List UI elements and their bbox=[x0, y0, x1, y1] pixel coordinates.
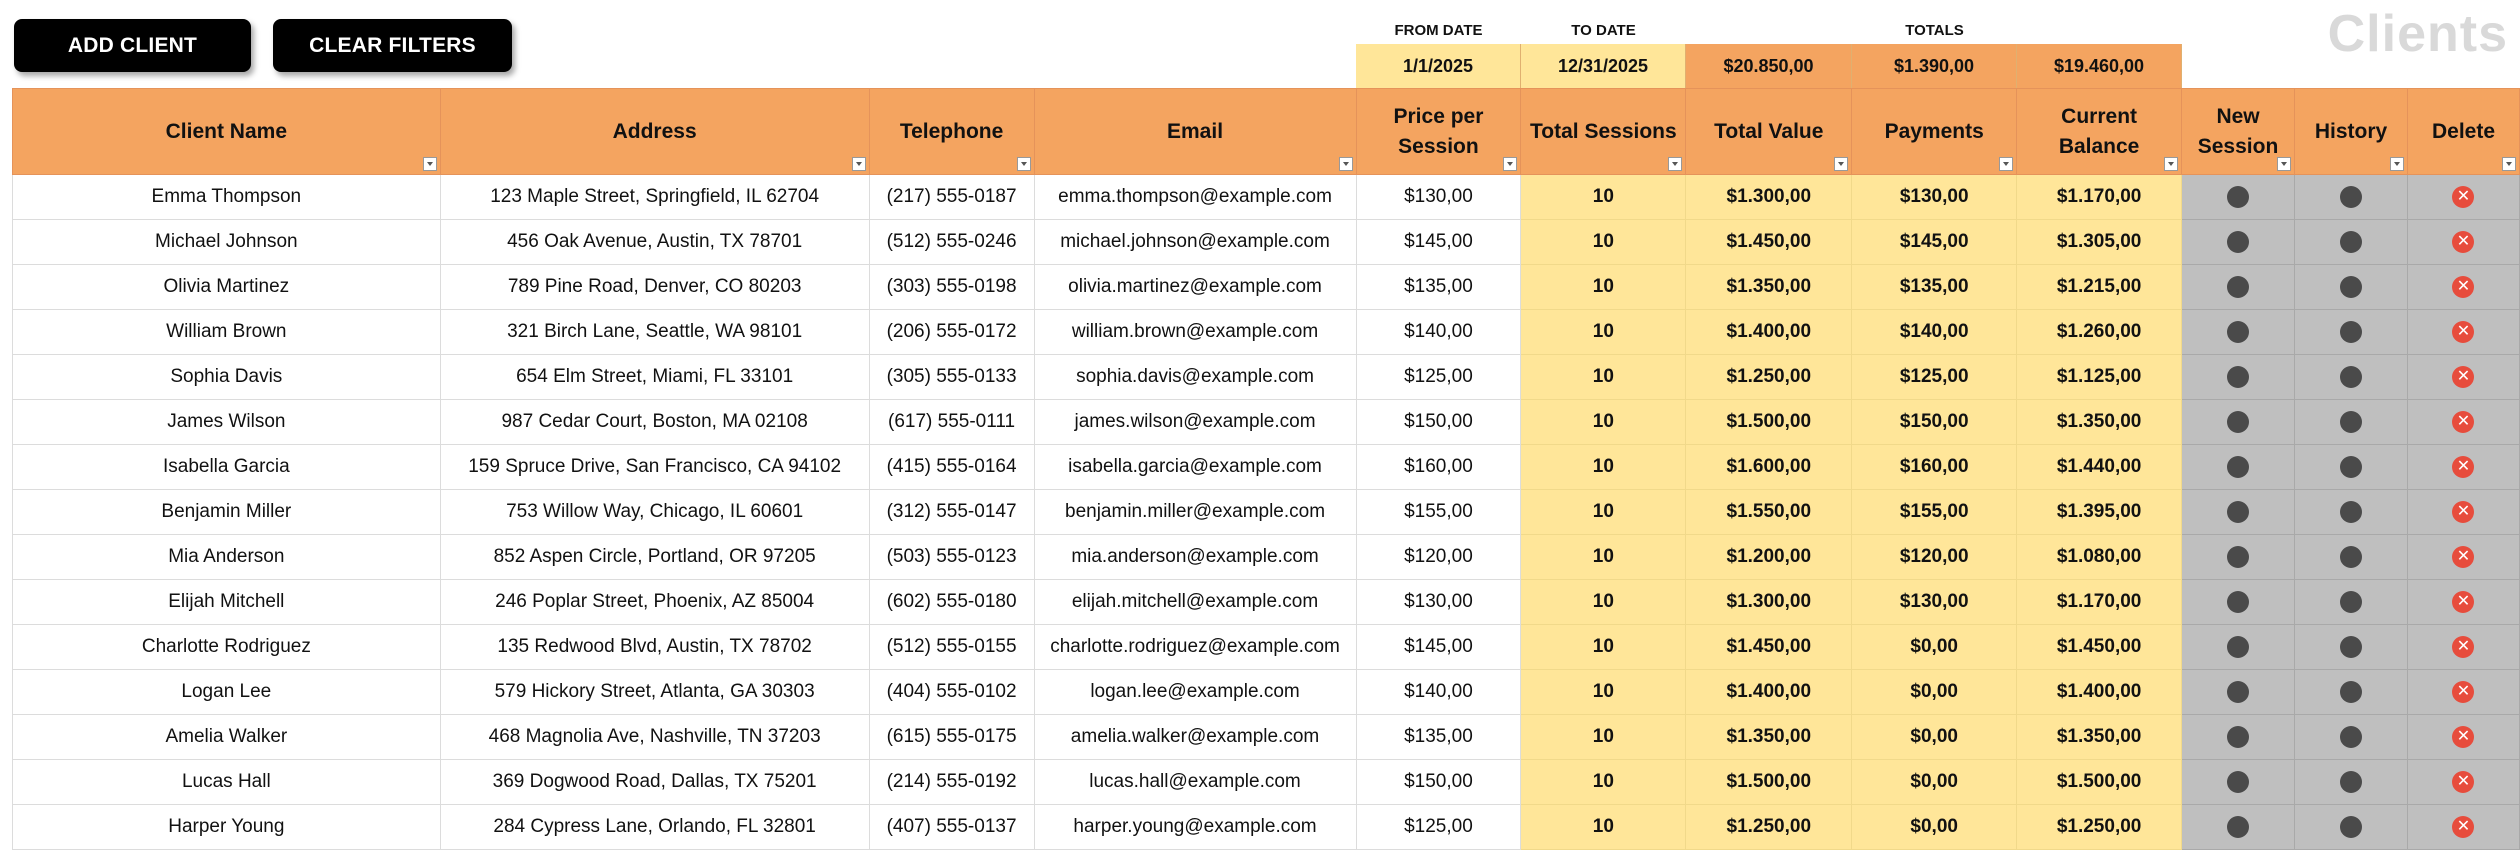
history-button-icon[interactable] bbox=[2340, 366, 2362, 388]
email-cell[interactable]: emma.thompson@example.com bbox=[1034, 175, 1356, 220]
filter-dropdown-icon[interactable] bbox=[1999, 157, 2013, 171]
history-button-icon[interactable] bbox=[2340, 591, 2362, 613]
col-current-balance-header bbox=[2017, 89, 2182, 175]
table-row bbox=[13, 175, 2520, 220]
history-button-icon[interactable] bbox=[2340, 276, 2362, 298]
new-session-cell bbox=[2182, 760, 2295, 805]
history-cell bbox=[2295, 175, 2408, 220]
price-cell[interactable]: $130,00 bbox=[1356, 580, 1521, 625]
new-session-cell bbox=[2182, 535, 2295, 580]
payments-cell[interactable]: $0,00 bbox=[1852, 670, 2017, 715]
filter-dropdown-icon[interactable] bbox=[1017, 157, 1031, 171]
table-row bbox=[13, 310, 2520, 355]
total-payments-sum: $1.390,00 bbox=[1852, 44, 2017, 88]
new-session-cell bbox=[2182, 265, 2295, 310]
sessions-cell[interactable]: 10 bbox=[1521, 625, 1686, 670]
email-cell[interactable]: benjamin.miller@example.com bbox=[1034, 490, 1356, 535]
total-value-cell[interactable]: $1.450,00 bbox=[1686, 220, 1852, 265]
client-name-cell[interactable]: Olivia Martinez bbox=[13, 265, 441, 310]
delete-x-icon[interactable]: ✕ bbox=[2452, 366, 2474, 388]
payments-cell[interactable]: $145,00 bbox=[1852, 220, 2017, 265]
total-value-cell[interactable]: $1.450,00 bbox=[1686, 625, 1852, 670]
email-cell[interactable]: james.wilson@example.com bbox=[1034, 400, 1356, 445]
history-cell bbox=[2295, 310, 2408, 355]
col-delete-header bbox=[2407, 89, 2519, 175]
delete-x-icon[interactable]: ✕ bbox=[2452, 186, 2474, 208]
client-name-cell[interactable]: Harper Young bbox=[13, 805, 441, 850]
delete-x-icon[interactable]: ✕ bbox=[2452, 771, 2474, 793]
balance-cell[interactable]: $1.215,00 bbox=[2017, 265, 2182, 310]
history-button-icon[interactable] bbox=[2340, 681, 2362, 703]
price-cell[interactable]: $135,00 bbox=[1356, 715, 1521, 760]
telephone-cell[interactable]: (303) 555-0198 bbox=[869, 265, 1034, 310]
balance-cell[interactable]: $1.350,00 bbox=[2017, 400, 2182, 445]
history-button-icon[interactable] bbox=[2340, 636, 2362, 658]
price-cell[interactable]: $145,00 bbox=[1356, 220, 1521, 265]
sessions-cell[interactable]: 10 bbox=[1521, 310, 1686, 355]
header-label: History bbox=[2314, 119, 2388, 143]
to-date-input[interactable]: 12/31/2025 bbox=[1521, 44, 1686, 88]
address-cell[interactable]: 135 Redwood Blvd, Austin, TX 78702 bbox=[440, 625, 869, 670]
new-session-cell bbox=[2182, 670, 2295, 715]
col-total-sessions-header bbox=[1521, 89, 1686, 175]
client-name-cell[interactable]: Elijah Mitchell bbox=[13, 580, 441, 625]
table-body bbox=[13, 175, 2520, 850]
address-cell[interactable]: 456 Oak Avenue, Austin, TX 78701 bbox=[440, 220, 869, 265]
payments-cell[interactable]: $0,00 bbox=[1852, 760, 2017, 805]
delete-x-icon[interactable]: ✕ bbox=[2452, 726, 2474, 748]
payments-cell[interactable]: $0,00 bbox=[1852, 805, 2017, 850]
email-cell[interactable]: lucas.hall@example.com bbox=[1034, 760, 1356, 805]
delete-cell bbox=[2407, 355, 2519, 400]
client-name-cell[interactable]: Emma Thompson bbox=[13, 175, 441, 220]
clear-filters-button[interactable]: CLEAR FILTERS bbox=[273, 19, 512, 72]
history-button-icon[interactable] bbox=[2340, 546, 2362, 568]
history-cell bbox=[2295, 265, 2408, 310]
total-value-cell[interactable]: $1.550,00 bbox=[1686, 490, 1852, 535]
balance-cell[interactable]: $1.450,00 bbox=[2017, 625, 2182, 670]
payments-cell[interactable]: $130,00 bbox=[1852, 580, 2017, 625]
address-cell[interactable]: 468 Magnolia Ave, Nashville, TN 37203 bbox=[440, 715, 869, 760]
payments-cell[interactable]: $0,00 bbox=[1852, 715, 2017, 760]
total-value-cell[interactable]: $1.350,00 bbox=[1686, 265, 1852, 310]
from-date-label: FROM DATE bbox=[1394, 22, 1483, 39]
delete-cell bbox=[2407, 265, 2519, 310]
new-session-cell bbox=[2182, 355, 2295, 400]
col-telephone-header bbox=[869, 89, 1034, 175]
address-cell[interactable]: 246 Poplar Street, Phoenix, AZ 85004 bbox=[440, 580, 869, 625]
header-label: Delete bbox=[2431, 119, 2495, 143]
history-button-icon[interactable] bbox=[2340, 726, 2362, 748]
filter-dropdown-icon[interactable] bbox=[2390, 157, 2404, 171]
table-row bbox=[13, 265, 2520, 310]
new-session-button-icon[interactable] bbox=[2227, 681, 2249, 703]
delete-cell bbox=[2407, 490, 2519, 535]
history-cell bbox=[2295, 490, 2408, 535]
table-row bbox=[13, 715, 2520, 760]
to-date-label: TO DATE bbox=[1571, 22, 1636, 39]
email-cell[interactable]: harper.young@example.com bbox=[1034, 805, 1356, 850]
client-name-cell[interactable]: James Wilson bbox=[13, 400, 441, 445]
new-session-button-icon[interactable] bbox=[2227, 321, 2249, 343]
telephone-cell[interactable]: (415) 555-0164 bbox=[869, 445, 1034, 490]
price-cell[interactable]: $120,00 bbox=[1356, 535, 1521, 580]
filter-dropdown-icon[interactable] bbox=[2164, 157, 2178, 171]
history-cell bbox=[2295, 625, 2408, 670]
address-cell[interactable]: 852 Aspen Circle, Portland, OR 97205 bbox=[440, 535, 869, 580]
new-session-cell bbox=[2182, 625, 2295, 670]
payments-cell[interactable]: $120,00 bbox=[1852, 535, 2017, 580]
table-row bbox=[13, 760, 2520, 805]
payments-cell[interactable]: $125,00 bbox=[1852, 355, 2017, 400]
balance-cell[interactable]: $1.170,00 bbox=[2017, 175, 2182, 220]
history-cell bbox=[2295, 670, 2408, 715]
sessions-cell[interactable]: 10 bbox=[1521, 715, 1686, 760]
client-name-cell[interactable]: Benjamin Miller bbox=[13, 490, 441, 535]
header-label: Total Value bbox=[1714, 119, 1824, 143]
total-value-cell[interactable]: $1.250,00 bbox=[1686, 355, 1852, 400]
new-session-button-icon[interactable] bbox=[2227, 231, 2249, 253]
new-session-cell bbox=[2182, 805, 2295, 850]
header-label: Payments bbox=[1884, 119, 1984, 143]
new-session-button-icon[interactable] bbox=[2227, 456, 2249, 478]
new-session-button-icon[interactable] bbox=[2227, 771, 2249, 793]
new-session-button-icon[interactable] bbox=[2227, 726, 2249, 748]
totals-label: TOTALS bbox=[1905, 22, 1964, 39]
price-cell[interactable]: $150,00 bbox=[1356, 760, 1521, 805]
history-button-icon[interactable] bbox=[2340, 411, 2362, 433]
total-value-cell[interactable]: $1.400,00 bbox=[1686, 670, 1852, 715]
payments-cell[interactable]: $150,00 bbox=[1852, 400, 2017, 445]
header-label: Address bbox=[612, 119, 697, 143]
address-cell[interactable]: 159 Spruce Drive, San Francisco, CA 94102 bbox=[440, 445, 869, 490]
price-cell[interactable]: $140,00 bbox=[1356, 670, 1521, 715]
delete-cell bbox=[2407, 715, 2519, 760]
filter-dropdown-icon[interactable] bbox=[1834, 157, 1848, 171]
delete-x-icon[interactable]: ✕ bbox=[2452, 816, 2474, 838]
history-cell bbox=[2295, 805, 2408, 850]
from-date-input[interactable]: 1/1/2025 bbox=[1356, 44, 1521, 88]
delete-x-icon[interactable]: ✕ bbox=[2452, 411, 2474, 433]
price-cell[interactable]: $125,00 bbox=[1356, 805, 1521, 850]
payments-cell[interactable]: $140,00 bbox=[1852, 310, 2017, 355]
delete-x-icon[interactable]: ✕ bbox=[2452, 456, 2474, 478]
new-session-cell bbox=[2182, 445, 2295, 490]
address-cell[interactable]: 579 Hickory Street, Atlanta, GA 30303 bbox=[440, 670, 869, 715]
new-session-button-icon[interactable] bbox=[2227, 186, 2249, 208]
history-button-icon[interactable] bbox=[2340, 771, 2362, 793]
new-session-cell bbox=[2182, 400, 2295, 445]
balance-cell[interactable]: $1.250,00 bbox=[2017, 805, 2182, 850]
telephone-cell[interactable]: (615) 555-0175 bbox=[869, 715, 1034, 760]
total-value-cell[interactable]: $1.500,00 bbox=[1686, 400, 1852, 445]
price-cell[interactable]: $155,00 bbox=[1356, 490, 1521, 535]
telephone-cell[interactable]: (617) 555-0111 bbox=[869, 400, 1034, 445]
delete-cell bbox=[2407, 535, 2519, 580]
email-cell[interactable]: logan.lee@example.com bbox=[1034, 670, 1356, 715]
price-cell[interactable]: $140,00 bbox=[1356, 310, 1521, 355]
balance-cell[interactable]: $1.080,00 bbox=[2017, 535, 2182, 580]
client-name-cell[interactable]: William Brown bbox=[13, 310, 441, 355]
sessions-cell[interactable]: 10 bbox=[1521, 175, 1686, 220]
address-cell[interactable]: 654 Elm Street, Miami, FL 33101 bbox=[440, 355, 869, 400]
email-cell[interactable]: elijah.mitchell@example.com bbox=[1034, 580, 1356, 625]
sessions-cell[interactable]: 10 bbox=[1521, 490, 1686, 535]
payments-cell[interactable]: $155,00 bbox=[1852, 490, 2017, 535]
email-cell[interactable]: olivia.martinez@example.com bbox=[1034, 265, 1356, 310]
price-cell[interactable]: $135,00 bbox=[1356, 265, 1521, 310]
delete-cell bbox=[2407, 310, 2519, 355]
delete-cell bbox=[2407, 400, 2519, 445]
header-label: New Session bbox=[2197, 105, 2279, 158]
telephone-cell[interactable]: (512) 555-0246 bbox=[869, 220, 1034, 265]
new-session-cell bbox=[2182, 220, 2295, 265]
telephone-cell[interactable]: (503) 555-0123 bbox=[869, 535, 1034, 580]
table-row bbox=[13, 580, 2520, 625]
delete-x-icon[interactable]: ✕ bbox=[2452, 591, 2474, 613]
delete-x-icon[interactable]: ✕ bbox=[2452, 321, 2474, 343]
address-cell[interactable]: 753 Willow Way, Chicago, IL 60601 bbox=[440, 490, 869, 535]
new-session-button-icon[interactable] bbox=[2227, 636, 2249, 658]
address-cell[interactable]: 123 Maple Street, Springfield, IL 62704 bbox=[440, 175, 869, 220]
new-session-button-icon[interactable] bbox=[2227, 366, 2249, 388]
sessions-cell[interactable]: 10 bbox=[1521, 265, 1686, 310]
new-session-button-icon[interactable] bbox=[2227, 816, 2249, 838]
sessions-cell[interactable]: 10 bbox=[1521, 400, 1686, 445]
telephone-cell[interactable]: (312) 555-0147 bbox=[869, 490, 1034, 535]
header-label: Email bbox=[1167, 119, 1224, 143]
balance-cell[interactable]: $1.500,00 bbox=[2017, 760, 2182, 805]
address-cell[interactable]: 369 Dogwood Road, Dallas, TX 75201 bbox=[440, 760, 869, 805]
total-value-cell[interactable]: $1.300,00 bbox=[1686, 580, 1852, 625]
address-cell[interactable]: 987 Cedar Court, Boston, MA 02108 bbox=[440, 400, 869, 445]
total-value-cell[interactable]: $1.350,00 bbox=[1686, 715, 1852, 760]
payments-cell[interactable]: $130,00 bbox=[1852, 175, 2017, 220]
history-button-icon[interactable] bbox=[2340, 816, 2362, 838]
sessions-cell[interactable]: 10 bbox=[1521, 580, 1686, 625]
sessions-cell[interactable]: 10 bbox=[1521, 445, 1686, 490]
clients-table bbox=[12, 88, 2520, 850]
delete-cell bbox=[2407, 670, 2519, 715]
price-cell[interactable]: $160,00 bbox=[1356, 445, 1521, 490]
filter-dropdown-icon[interactable] bbox=[2502, 157, 2516, 171]
new-session-button-icon[interactable] bbox=[2227, 411, 2249, 433]
new-session-cell bbox=[2182, 490, 2295, 535]
history-cell bbox=[2295, 760, 2408, 805]
history-cell bbox=[2295, 220, 2408, 265]
payments-cell[interactable]: $160,00 bbox=[1852, 445, 2017, 490]
client-name-cell[interactable]: Michael Johnson bbox=[13, 220, 441, 265]
delete-cell bbox=[2407, 580, 2519, 625]
filter-dropdown-icon[interactable] bbox=[1339, 157, 1353, 171]
col-price-header bbox=[1356, 89, 1521, 175]
add-client-button[interactable]: ADD CLIENT bbox=[14, 19, 251, 72]
history-button-icon[interactable] bbox=[2340, 186, 2362, 208]
sessions-cell[interactable]: 10 bbox=[1521, 535, 1686, 580]
telephone-cell[interactable]: (206) 555-0172 bbox=[869, 310, 1034, 355]
filter-dropdown-icon[interactable] bbox=[852, 157, 866, 171]
filter-dropdown-icon[interactable] bbox=[2277, 157, 2291, 171]
delete-cell bbox=[2407, 760, 2519, 805]
client-name-cell[interactable]: Lucas Hall bbox=[13, 760, 441, 805]
new-session-button-icon[interactable] bbox=[2227, 501, 2249, 523]
new-session-cell bbox=[2182, 310, 2295, 355]
sessions-cell[interactable]: 10 bbox=[1521, 760, 1686, 805]
filter-dropdown-icon[interactable] bbox=[1668, 157, 1682, 171]
delete-x-icon[interactable]: ✕ bbox=[2452, 231, 2474, 253]
delete-x-icon[interactable]: ✕ bbox=[2452, 636, 2474, 658]
delete-cell bbox=[2407, 175, 2519, 220]
new-session-cell bbox=[2182, 580, 2295, 625]
header-label: Price per Session bbox=[1393, 105, 1484, 158]
table-row bbox=[13, 400, 2520, 445]
telephone-cell[interactable]: (407) 555-0137 bbox=[869, 805, 1034, 850]
col-payments-header bbox=[1852, 89, 2017, 175]
table-row bbox=[13, 670, 2520, 715]
telephone-cell[interactable]: (512) 555-0155 bbox=[869, 625, 1034, 670]
telephone-cell[interactable]: (404) 555-0102 bbox=[869, 670, 1034, 715]
delete-x-icon[interactable]: ✕ bbox=[2452, 501, 2474, 523]
history-cell bbox=[2295, 580, 2408, 625]
email-cell[interactable]: michael.johnson@example.com bbox=[1034, 220, 1356, 265]
total-value-cell[interactable]: $1.300,00 bbox=[1686, 175, 1852, 220]
new-session-button-icon[interactable] bbox=[2227, 546, 2249, 568]
history-cell bbox=[2295, 535, 2408, 580]
new-session-button-icon[interactable] bbox=[2227, 591, 2249, 613]
table-row bbox=[13, 220, 2520, 265]
delete-cell bbox=[2407, 805, 2519, 850]
history-cell bbox=[2295, 400, 2408, 445]
email-cell[interactable]: amelia.walker@example.com bbox=[1034, 715, 1356, 760]
balance-cell[interactable]: $1.125,00 bbox=[2017, 355, 2182, 400]
header-label: Current Balance bbox=[2058, 105, 2140, 158]
history-button-icon[interactable] bbox=[2340, 501, 2362, 523]
col-email-header bbox=[1034, 89, 1356, 175]
col-new-session-header bbox=[2182, 89, 2295, 175]
total-balance-sum: $19.460,00 bbox=[2017, 44, 2182, 88]
balance-cell[interactable]: $1.350,00 bbox=[2017, 715, 2182, 760]
email-cell[interactable]: charlotte.rodriguez@example.com bbox=[1034, 625, 1356, 670]
new-session-button-icon[interactable] bbox=[2227, 276, 2249, 298]
telephone-cell[interactable]: (305) 555-0133 bbox=[869, 355, 1034, 400]
total-value-cell[interactable]: $1.500,00 bbox=[1686, 760, 1852, 805]
address-cell[interactable]: 284 Cypress Lane, Orlando, FL 32801 bbox=[440, 805, 869, 850]
balance-cell[interactable]: $1.305,00 bbox=[2017, 220, 2182, 265]
header-row bbox=[13, 89, 2520, 175]
col-address-header bbox=[440, 89, 869, 175]
client-name-cell[interactable]: Isabella Garcia bbox=[13, 445, 441, 490]
history-cell bbox=[2295, 355, 2408, 400]
email-cell[interactable]: william.brown@example.com bbox=[1034, 310, 1356, 355]
sessions-cell[interactable]: 10 bbox=[1521, 220, 1686, 265]
telephone-cell[interactable]: (214) 555-0192 bbox=[869, 760, 1034, 805]
delete-cell bbox=[2407, 625, 2519, 670]
address-cell[interactable]: 789 Pine Road, Denver, CO 80203 bbox=[440, 265, 869, 310]
email-cell[interactable]: isabella.garcia@example.com bbox=[1034, 445, 1356, 490]
table-row bbox=[13, 535, 2520, 580]
telephone-cell[interactable]: (602) 555-0180 bbox=[869, 580, 1034, 625]
delete-x-icon[interactable]: ✕ bbox=[2452, 546, 2474, 568]
sessions-cell[interactable]: 10 bbox=[1521, 670, 1686, 715]
price-cell[interactable]: $125,00 bbox=[1356, 355, 1521, 400]
sessions-cell[interactable]: 10 bbox=[1521, 355, 1686, 400]
client-name-cell[interactable]: Sophia Davis bbox=[13, 355, 441, 400]
balance-cell[interactable]: $1.400,00 bbox=[2017, 670, 2182, 715]
page-title: Clients bbox=[2327, 5, 2508, 63]
balance-cell[interactable]: $1.395,00 bbox=[2017, 490, 2182, 535]
table-row bbox=[13, 445, 2520, 490]
delete-x-icon[interactable]: ✕ bbox=[2452, 681, 2474, 703]
col-total-value-header bbox=[1686, 89, 1852, 175]
history-cell bbox=[2295, 715, 2408, 760]
history-button-icon[interactable] bbox=[2340, 231, 2362, 253]
table-row bbox=[13, 625, 2520, 670]
price-cell[interactable]: $130,00 bbox=[1356, 175, 1521, 220]
table-row bbox=[13, 355, 2520, 400]
header-label: Client Name bbox=[165, 119, 288, 143]
client-name-cell[interactable]: Logan Lee bbox=[13, 670, 441, 715]
address-cell[interactable]: 321 Birch Lane, Seattle, WA 98101 bbox=[440, 310, 869, 355]
table-row bbox=[13, 490, 2520, 535]
header-label: Total Sessions bbox=[1530, 119, 1677, 143]
email-cell[interactable]: sophia.davis@example.com bbox=[1034, 355, 1356, 400]
delete-cell bbox=[2407, 220, 2519, 265]
telephone-cell[interactable]: (217) 555-0187 bbox=[869, 175, 1034, 220]
payments-cell[interactable]: $0,00 bbox=[1852, 625, 2017, 670]
history-cell bbox=[2295, 445, 2408, 490]
col-history-header bbox=[2295, 89, 2408, 175]
balance-cell[interactable]: $1.260,00 bbox=[2017, 310, 2182, 355]
delete-cell bbox=[2407, 445, 2519, 490]
price-cell[interactable]: $145,00 bbox=[1356, 625, 1521, 670]
new-session-cell bbox=[2182, 175, 2295, 220]
new-session-cell bbox=[2182, 715, 2295, 760]
filter-dropdown-icon[interactable] bbox=[423, 157, 437, 171]
balance-cell[interactable]: $1.170,00 bbox=[2017, 580, 2182, 625]
price-cell[interactable]: $150,00 bbox=[1356, 400, 1521, 445]
total-value-cell[interactable]: $1.250,00 bbox=[1686, 805, 1852, 850]
filter-dropdown-icon[interactable] bbox=[1503, 157, 1517, 171]
total-value-sum: $20.850,00 bbox=[1686, 44, 1852, 88]
col-client-name-header bbox=[13, 89, 441, 175]
client-name-cell[interactable]: Amelia Walker bbox=[13, 715, 441, 760]
balance-cell[interactable]: $1.440,00 bbox=[2017, 445, 2182, 490]
header-label: Telephone bbox=[899, 119, 1004, 143]
history-button-icon[interactable] bbox=[2340, 321, 2362, 343]
delete-x-icon[interactable]: ✕ bbox=[2452, 276, 2474, 298]
email-cell[interactable]: mia.anderson@example.com bbox=[1034, 535, 1356, 580]
table-row bbox=[13, 805, 2520, 850]
sessions-cell[interactable]: 10 bbox=[1521, 805, 1686, 850]
payments-cell[interactable]: $135,00 bbox=[1852, 265, 2017, 310]
total-value-cell[interactable]: $1.600,00 bbox=[1686, 445, 1852, 490]
history-button-icon[interactable] bbox=[2340, 456, 2362, 478]
client-name-cell[interactable]: Mia Anderson bbox=[13, 535, 441, 580]
client-name-cell[interactable]: Charlotte Rodriguez bbox=[13, 625, 441, 670]
total-value-cell[interactable]: $1.200,00 bbox=[1686, 535, 1852, 580]
total-value-cell[interactable]: $1.400,00 bbox=[1686, 310, 1852, 355]
